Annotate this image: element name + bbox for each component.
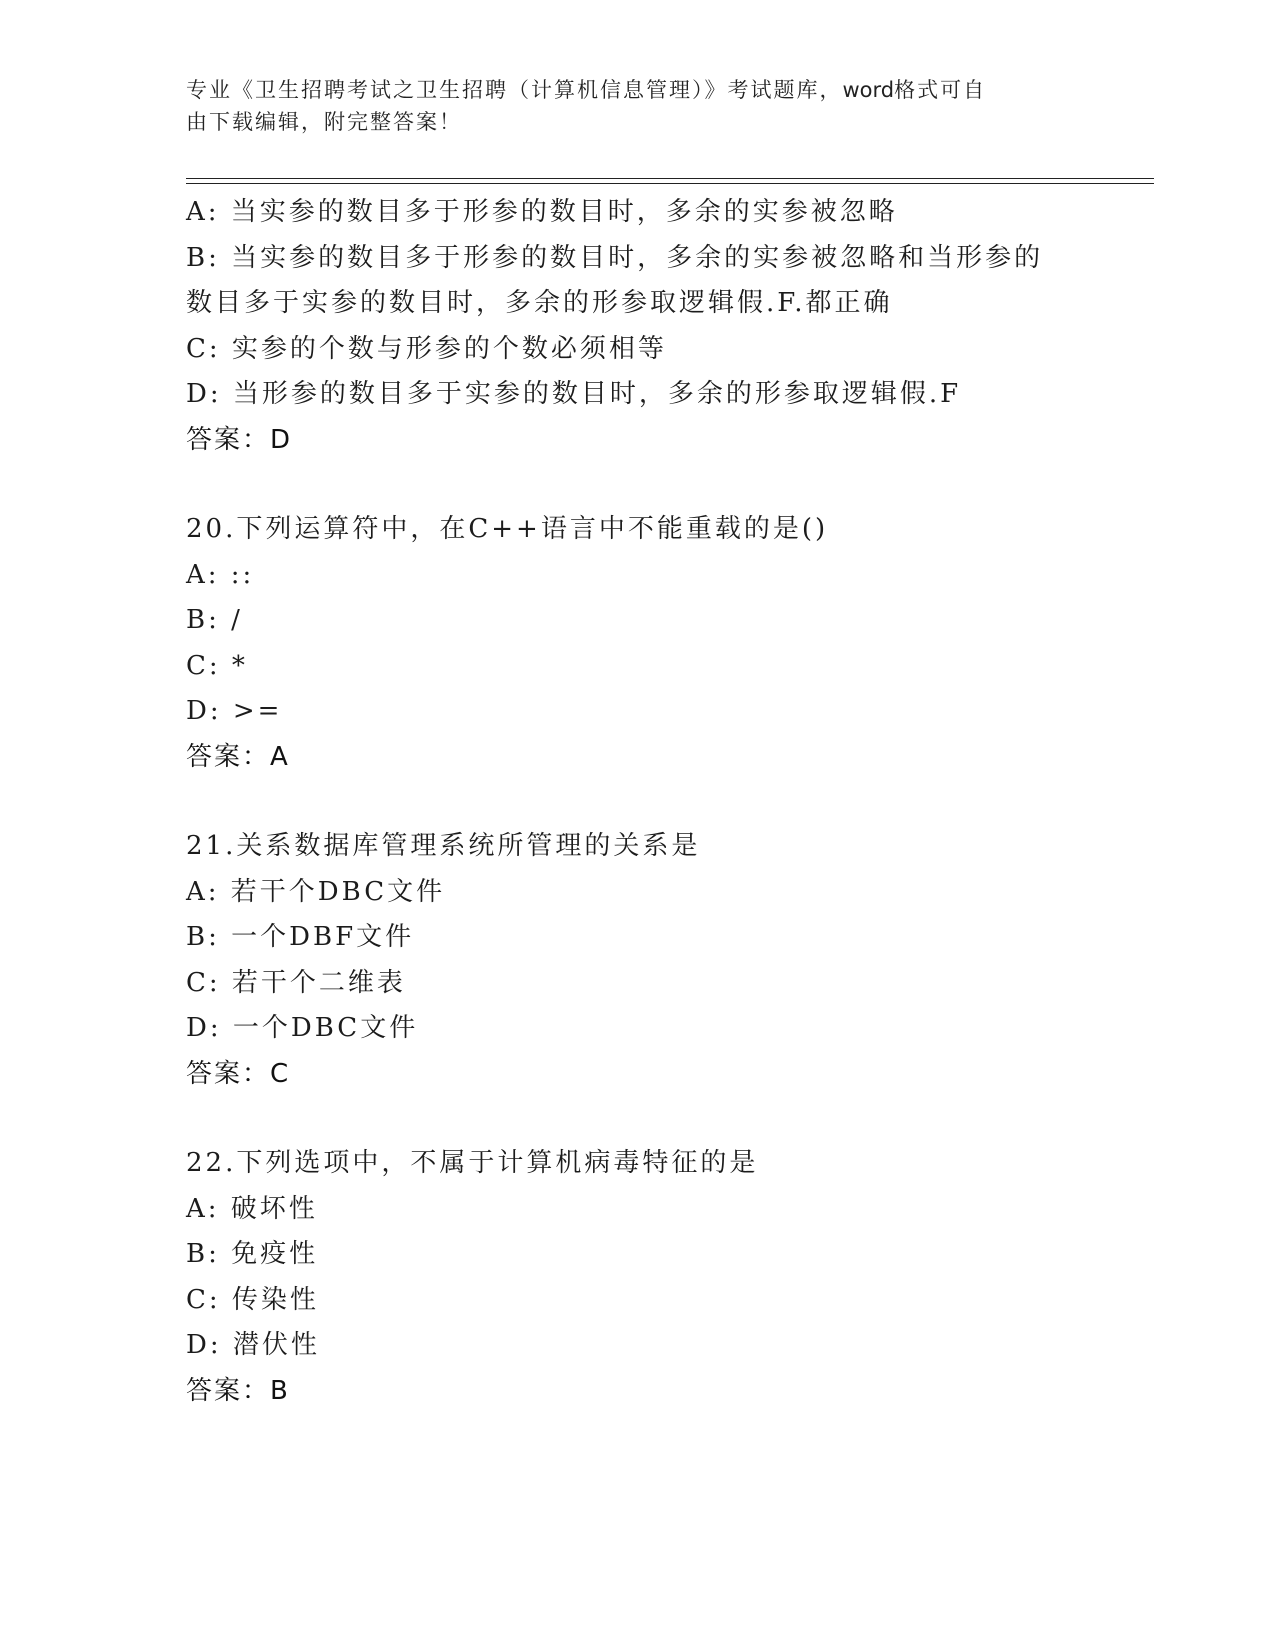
- answer-line: 答案：B: [186, 1375, 290, 1406]
- question-list: [186, 190, 1086, 1414]
- option-a: A: 若干个DBC文件: [186, 876, 446, 907]
- option-a: A: 当实参的数目多于形参的数目时，多余的实参被忽略: [186, 197, 898, 227]
- option-c: C: 传染性: [186, 1284, 319, 1315]
- option-d: D: 潜伏性: [186, 1330, 320, 1360]
- option-c: C: 实参的个数与形参的个数必须相等: [186, 333, 667, 364]
- option-c: C: 若干个二维表: [186, 967, 406, 998]
- option-d: D: 当形参的数目多于实参的数目时，多余的形参取逻辑假.F: [186, 379, 962, 409]
- spacer: [186, 463, 1086, 507]
- question-21: [186, 824, 1086, 1097]
- document-header: [186, 74, 1066, 138]
- header-line-1: [186, 74, 1066, 106]
- option-b: B: 一个DBF文件: [186, 922, 415, 952]
- option-d: D: >=: [186, 696, 283, 726]
- spacer: [186, 1097, 1086, 1141]
- header-prefix: 专业《卫生招聘考试之卫生招聘（计算机信息管理）》考试题库，: [186, 78, 843, 102]
- answer-line: 答案：C: [186, 1058, 291, 1089]
- question-20: [186, 507, 1086, 780]
- option-d: D: 一个DBC文件: [186, 1013, 419, 1043]
- option-a: A: 破坏性: [186, 1193, 318, 1224]
- header-line-2: 由下载编辑，附完整答案！: [186, 110, 462, 134]
- question-title: 21.关系数据库管理系统所管理的关系是: [186, 831, 701, 861]
- question-title: 22.下列选项中，不属于计算机病毒特征的是: [186, 1148, 759, 1178]
- spacer: [186, 780, 1086, 824]
- header-word: word: [842, 78, 895, 102]
- answer-line: 答案：A: [186, 741, 290, 772]
- header-divider-top: [186, 178, 1154, 179]
- option-c: C: *: [186, 650, 248, 681]
- question-22: [186, 1141, 1086, 1414]
- option-b: B: 当实参的数目多于形参的数目时，多余的实参被忽略和当形参的数目多于实参的数目时，多余的形参取逻辑假.F.都正确: [186, 242, 1044, 318]
- question-19-continued: [186, 190, 1086, 463]
- header-suffix: 格式可自: [894, 78, 987, 102]
- option-a: A: ::: [186, 559, 255, 590]
- option-b: B: 免疫性: [186, 1239, 319, 1269]
- header-divider-bottom: [186, 183, 1154, 184]
- option-b: B: /: [186, 605, 243, 635]
- answer-line: 答案：D: [186, 424, 293, 455]
- question-title: 20.下列运算符中，在C++语言中不能重载的是(): [186, 514, 829, 544]
